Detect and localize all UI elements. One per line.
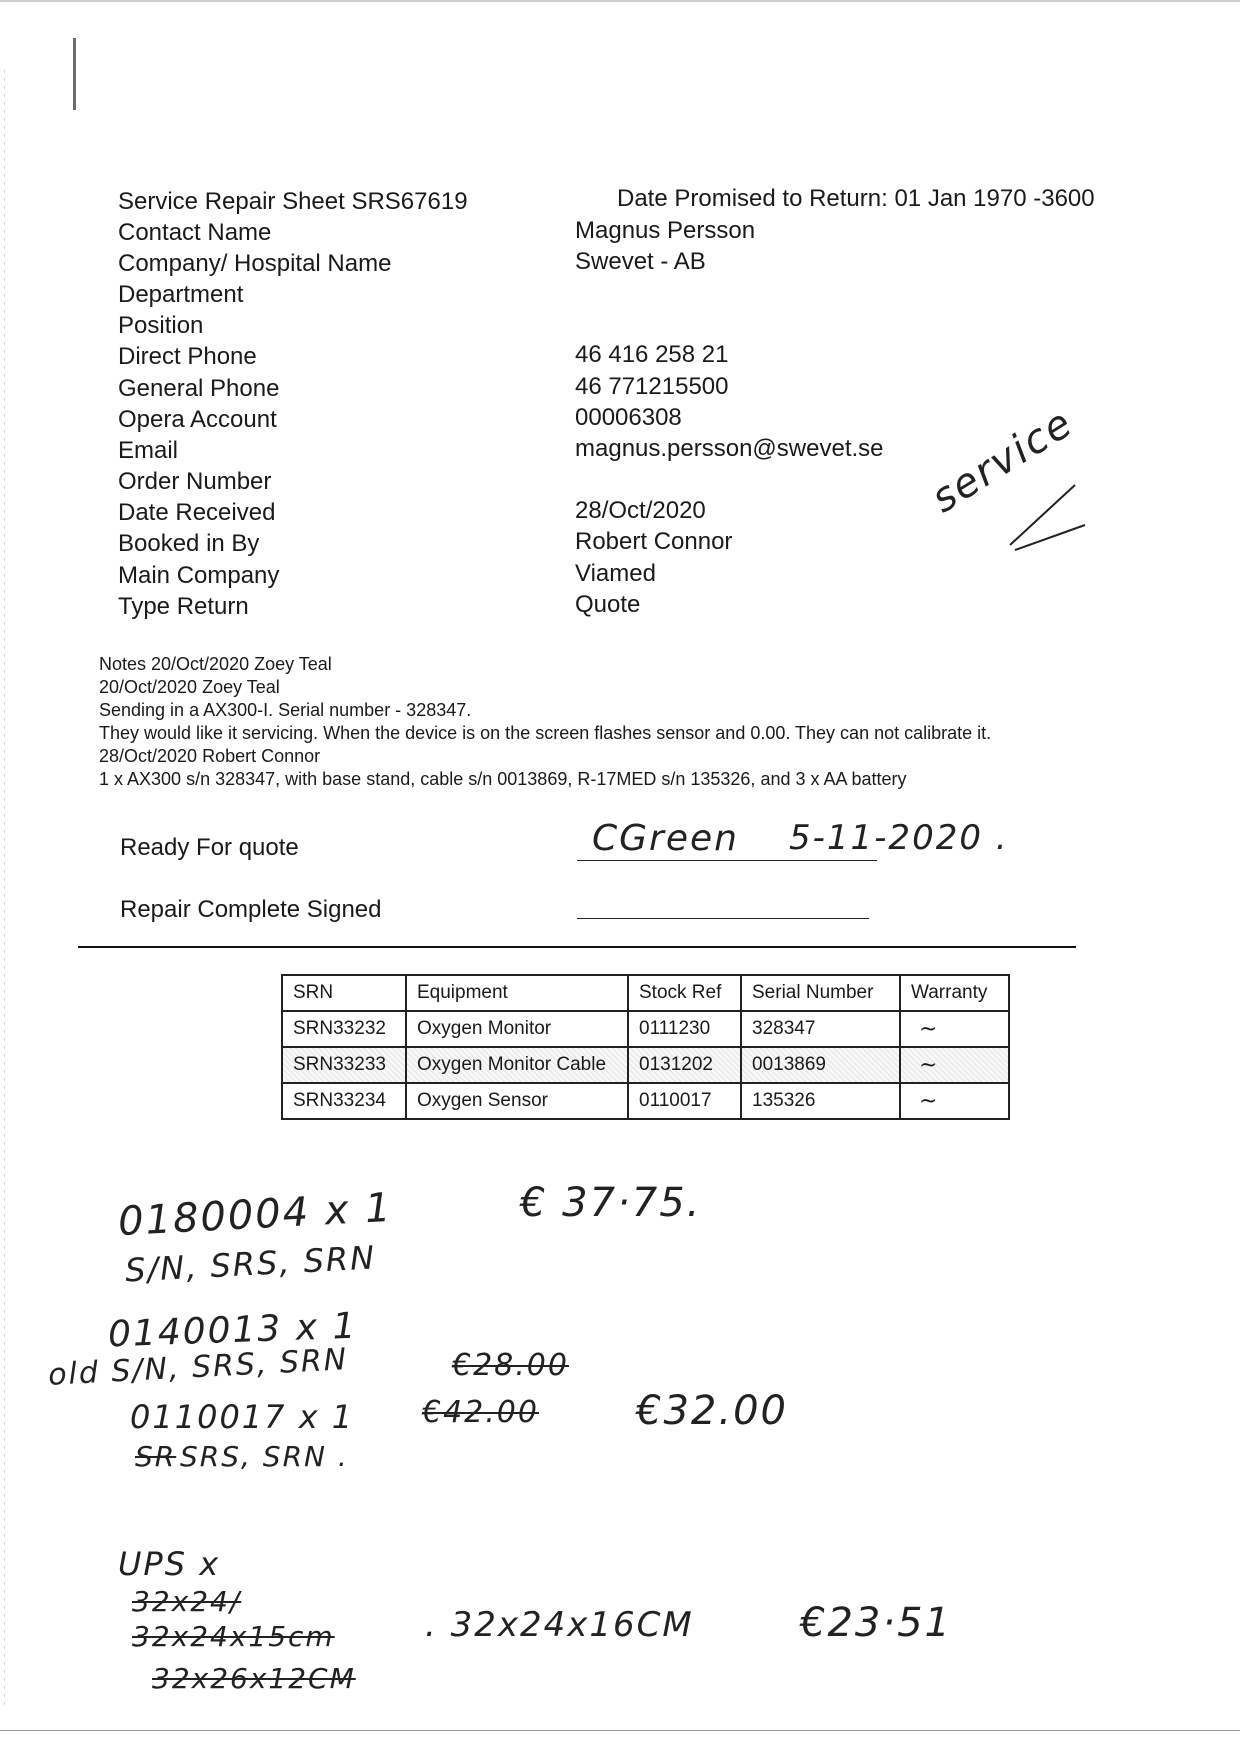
column-header: Serial Number [741,975,900,1011]
ready-signature-line [577,860,877,861]
notes-line: 28/Oct/2020 Robert Connor [99,746,321,766]
column-header: Stock Ref [628,975,741,1011]
service-scribble [1005,465,1095,555]
hand-item3-price: €32.00 [636,1388,788,1434]
hand-item2-line: 0140013 x 1 [107,1305,359,1356]
sheet-title: Service Repair Sheet SRS67619 [118,188,468,215]
field-value: Quote [575,591,641,618]
field-value: 00006308 [575,404,682,431]
column-header: SRN [282,975,406,1011]
page-top-edge [0,0,1240,2]
stock-ref-cell: 0110017 [628,1083,741,1119]
hand-dim-struck-3: 32x26x12CM [152,1662,356,1695]
equipment-cell: Oxygen Monitor Cable [406,1047,628,1083]
hand-item3-note: SRS, SRN . [180,1440,349,1473]
table-header-row [282,975,1009,1011]
warranty-cell: ~ [900,1083,1009,1119]
hand-item2-note: old S/N, SRS, SRN [47,1342,349,1393]
field-label: Position [118,312,204,339]
notes-line: They would like it servicing. When the device is on the screen flashes sensor and 0.00. They can not calibrate it. [99,723,992,743]
scan-mark [73,38,76,110]
equipment-table [281,974,1010,1120]
notes-line: Notes 20/Oct/2020 Zoey Teal [99,654,332,674]
field-label: Contact Name [118,219,272,246]
field-value: 46 416 258 21 [575,341,729,368]
field-label: Email [118,437,179,464]
serial-cell: 0013869 [741,1047,900,1083]
notes-line: Sending in a AX300-I. Serial number - 328347. [99,700,472,720]
date-promised: Date Promised to Return: 01 Jan 1970 -3600 [617,185,1095,212]
notes-line: 20/Oct/2020 Zoey Teal [99,677,280,697]
hand-ups-label: UPS x [118,1545,221,1583]
hand-item2-price-struck: €28.00 [452,1348,569,1383]
field-label: Date Received [118,499,276,526]
hand-item3-line: 0110017 x 1 [130,1398,355,1436]
srn-cell: SRN33233 [282,1047,406,1083]
field-label: Booked in By [118,530,260,557]
section-divider [78,946,1076,948]
field-value: Swevet - AB [575,248,706,275]
hand-dim-struck-2: 32x24x15cm [132,1620,335,1653]
table-row [282,1011,1009,1047]
column-header: Warranty [900,975,1009,1011]
field-label: Order Number [118,468,272,495]
field-label: Department [118,281,244,308]
equipment-cell: Oxygen Monitor [406,1011,628,1047]
serial-cell: 328347 [741,1011,900,1047]
hand-item3-price-struck: €42.00 [422,1395,539,1430]
field-value: Robert Connor [575,528,733,555]
hand-item1-price: € 37·75. [520,1180,702,1226]
field-label: General Phone [118,375,280,402]
field-value: 46 771215500 [575,373,729,400]
hand-dim-final: . 32x24x16CM [425,1605,694,1645]
field-value: 28/Oct/2020 [575,497,706,524]
ready-date: 5-11-2020 . [789,818,1009,858]
hand-item3-note-struck: SR [135,1440,177,1473]
service-handwriting: service [923,399,1082,522]
field-label: Company/ Hospital Name [118,250,392,277]
hand-ups-price: €23·51 [800,1600,952,1646]
field-label: Type Return [118,593,249,620]
hand-dim-struck-1: 32x24/ [132,1585,242,1618]
column-header: Equipment [406,975,628,1011]
repair-label: Repair Complete Signed [120,896,382,923]
table-row [282,1047,1009,1083]
stock-ref-cell: 0111230 [628,1011,741,1047]
hand-item1-note: S/N, SRS, SRN [124,1238,377,1290]
field-value: Viamed [575,560,656,587]
hand-item1-line: 0180004 x 1 [116,1184,394,1246]
warranty-cell: ~ [900,1011,1009,1047]
notes-line: 1 x AX300 s/n 328347, with base stand, cable s/n 0013869, R-17MED s/n 135326, and 3 x AA battery [99,769,907,789]
field-label: Direct Phone [118,343,257,370]
field-value: magnus.persson@swevet.se [575,435,884,462]
field-label: Main Company [118,562,280,589]
ready-label: Ready For quote [120,834,299,861]
page-bottom-edge [0,1730,1240,1731]
srn-cell: SRN33232 [282,1011,406,1047]
table-row [282,1083,1009,1119]
repair-signature-line [577,918,869,919]
equipment-cell: Oxygen Sensor [406,1083,628,1119]
stock-ref-cell: 0131202 [628,1047,741,1083]
srn-cell: SRN33234 [282,1083,406,1119]
page-left-edge [4,70,5,1710]
warranty-cell: ~ [900,1047,1009,1083]
field-label: Opera Account [118,406,277,433]
serial-cell: 135326 [741,1083,900,1119]
field-value: Magnus Persson [575,217,756,244]
ready-signature: CGreen [592,818,739,859]
